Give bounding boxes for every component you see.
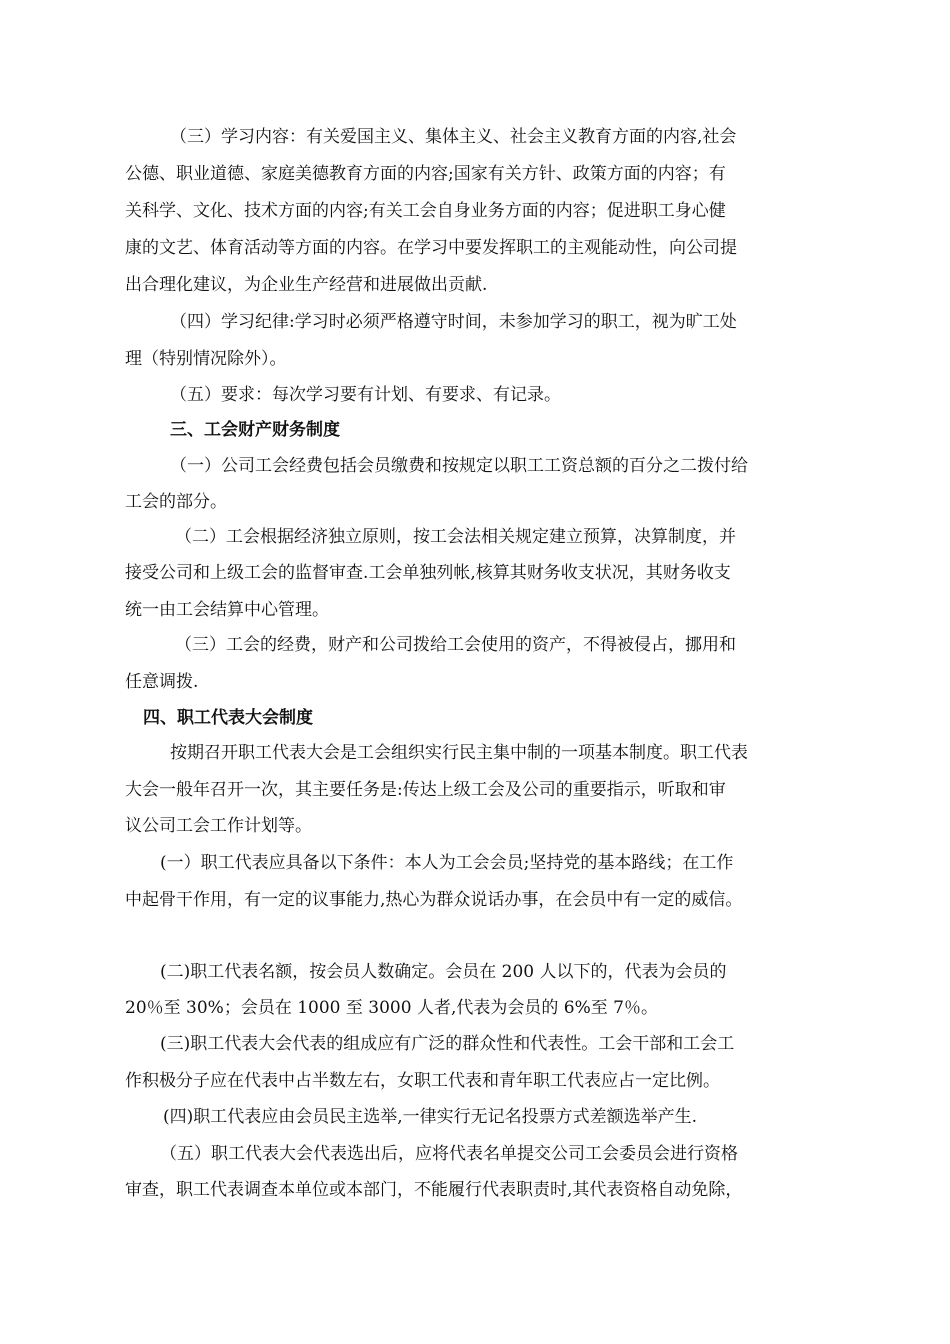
paragraph-line: 审查，职工代表调查本单位或本部门，不能履行代表职责时,其代表资格自动免除， [125, 1180, 743, 1200]
paragraph-line: 关科学、文化、技术方面的内容;有关工会自身业务方面的内容；促进职工身心健 [125, 201, 726, 221]
paragraph-line: 中起骨干作用，有一定的议事能力,热心为群众说话办事，在会员中有一定的威信。 [125, 890, 743, 910]
paragraph-line: 接受公司和上级工会的监督审查.工会单独列帐,核算其财务收支状况，其财务收支 [125, 563, 731, 583]
paragraph-line: （二）工会根据经济独立原则，按工会法相关规定建立预算，决算制度，并 [175, 527, 736, 547]
paragraph-line: 统一由工会结算中心管理。 [125, 600, 329, 620]
paragraph-line: （一）公司工会经费包括会员缴费和按规定以职工工资总额的百分之二拨付给 [170, 456, 748, 476]
paragraph-line: （五）职工代表大会代表选出后，应将代表名单提交公司工会委员会进行资格 [160, 1144, 738, 1164]
paragraph-line: (一）职工代表应具备以下条件：本人为工会会员;坚持党的基本路线；在工作 [160, 853, 734, 873]
paragraph-line: (三)职工代表大会代表的组成应有广泛的群众性和代表性。工会干部和工会工 [160, 1034, 735, 1054]
paragraph-line: 公德、职业道德、家庭美德教育方面的内容;国家有关方针、政策方面的内容；有 [125, 164, 726, 184]
paragraph-line: （四）学习纪律:学习时必须严格遵守时间，未参加学习的职工，视为旷工处 [170, 312, 737, 332]
paragraph-line: 大会一般年召开一次，其主要任务是:传达上级工会及公司的重要指示，听取和审 [125, 780, 726, 800]
paragraph-line: 出合理化建议，为企业生产经营和进展做出贡献. [125, 275, 488, 295]
paragraph-line: 20％至 30%；会员在 1000 至 3000 人者,代表为会员的 6%至 7％。 [125, 998, 658, 1018]
section-heading: 四、职工代表大会制度 [143, 708, 313, 728]
paragraph-line: (二)职工代表名额，按会员人数确定。会员在 200 人以下的，代表为会员的 [160, 962, 727, 982]
section-heading: 三、工会财产财务制度 [170, 420, 340, 440]
paragraph-line: 按期召开职工代表大会是工会组织实行民主集中制的一项基本制度。职工代表 [170, 743, 748, 763]
paragraph-line: 作积极分子应在代表中占半数左右，女职工代表和青年职工代表应占一定比例。 [125, 1071, 720, 1091]
paragraph-line: 康的文艺、体育活动等方面的内容。在学习中要发挥职工的主观能动性，向公司提 [125, 238, 737, 258]
paragraph-line: 议公司工会工作计划等。 [125, 816, 312, 836]
paragraph-line: （三）学习内容：有关爱国主义、集体主义、社会主义教育方面的内容,社会 [170, 127, 737, 147]
paragraph-line: 工会的部分。 [125, 492, 227, 512]
paragraph-line: 理（特别情况除外）。 [125, 349, 287, 369]
paragraph-line: 任意调拨. [125, 672, 199, 692]
paragraph-line: （三）工会的经费，财产和公司拨给工会使用的资产，不得被侵占，挪用和 [175, 635, 736, 655]
paragraph-line: （五）要求：每次学习要有计划、有要求、有记录。 [170, 385, 561, 405]
paragraph-line: (四)职工代表应由会员民主选举,一律实行无记名投票方式差额选举产生. [163, 1107, 698, 1127]
